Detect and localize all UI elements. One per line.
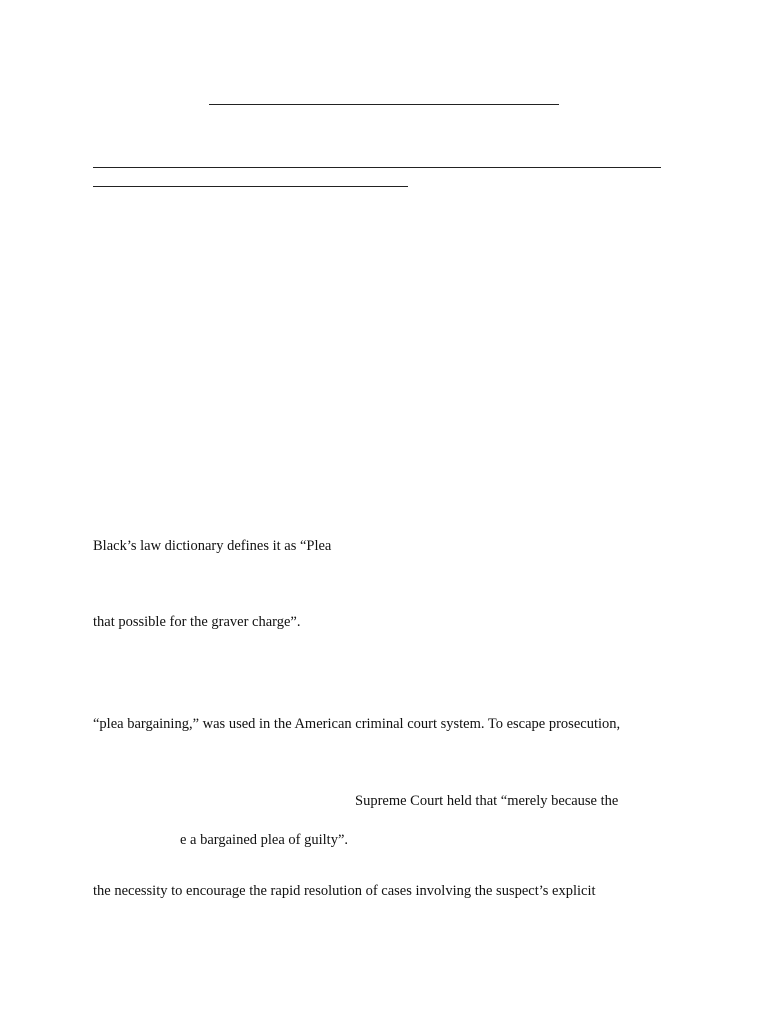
text-line: e a bargained plea of guilty”. [180, 832, 349, 848]
text-line: Supreme Court held that “merely because the [355, 793, 619, 809]
heading-rule-1 [93, 167, 661, 168]
text-line: that possible for the graver charge”. [93, 614, 301, 630]
heading-rule-2 [93, 186, 408, 187]
title-rule [209, 104, 559, 105]
text-line: “plea bargaining,” was used in the American criminal court system. To escape prosecution, [93, 716, 621, 732]
text-line: Black’s law dictionary defines it as “Plea [93, 538, 332, 554]
text-line: the necessity to encourage the rapid resolution of cases involving the suspect’s explicit [93, 883, 596, 899]
